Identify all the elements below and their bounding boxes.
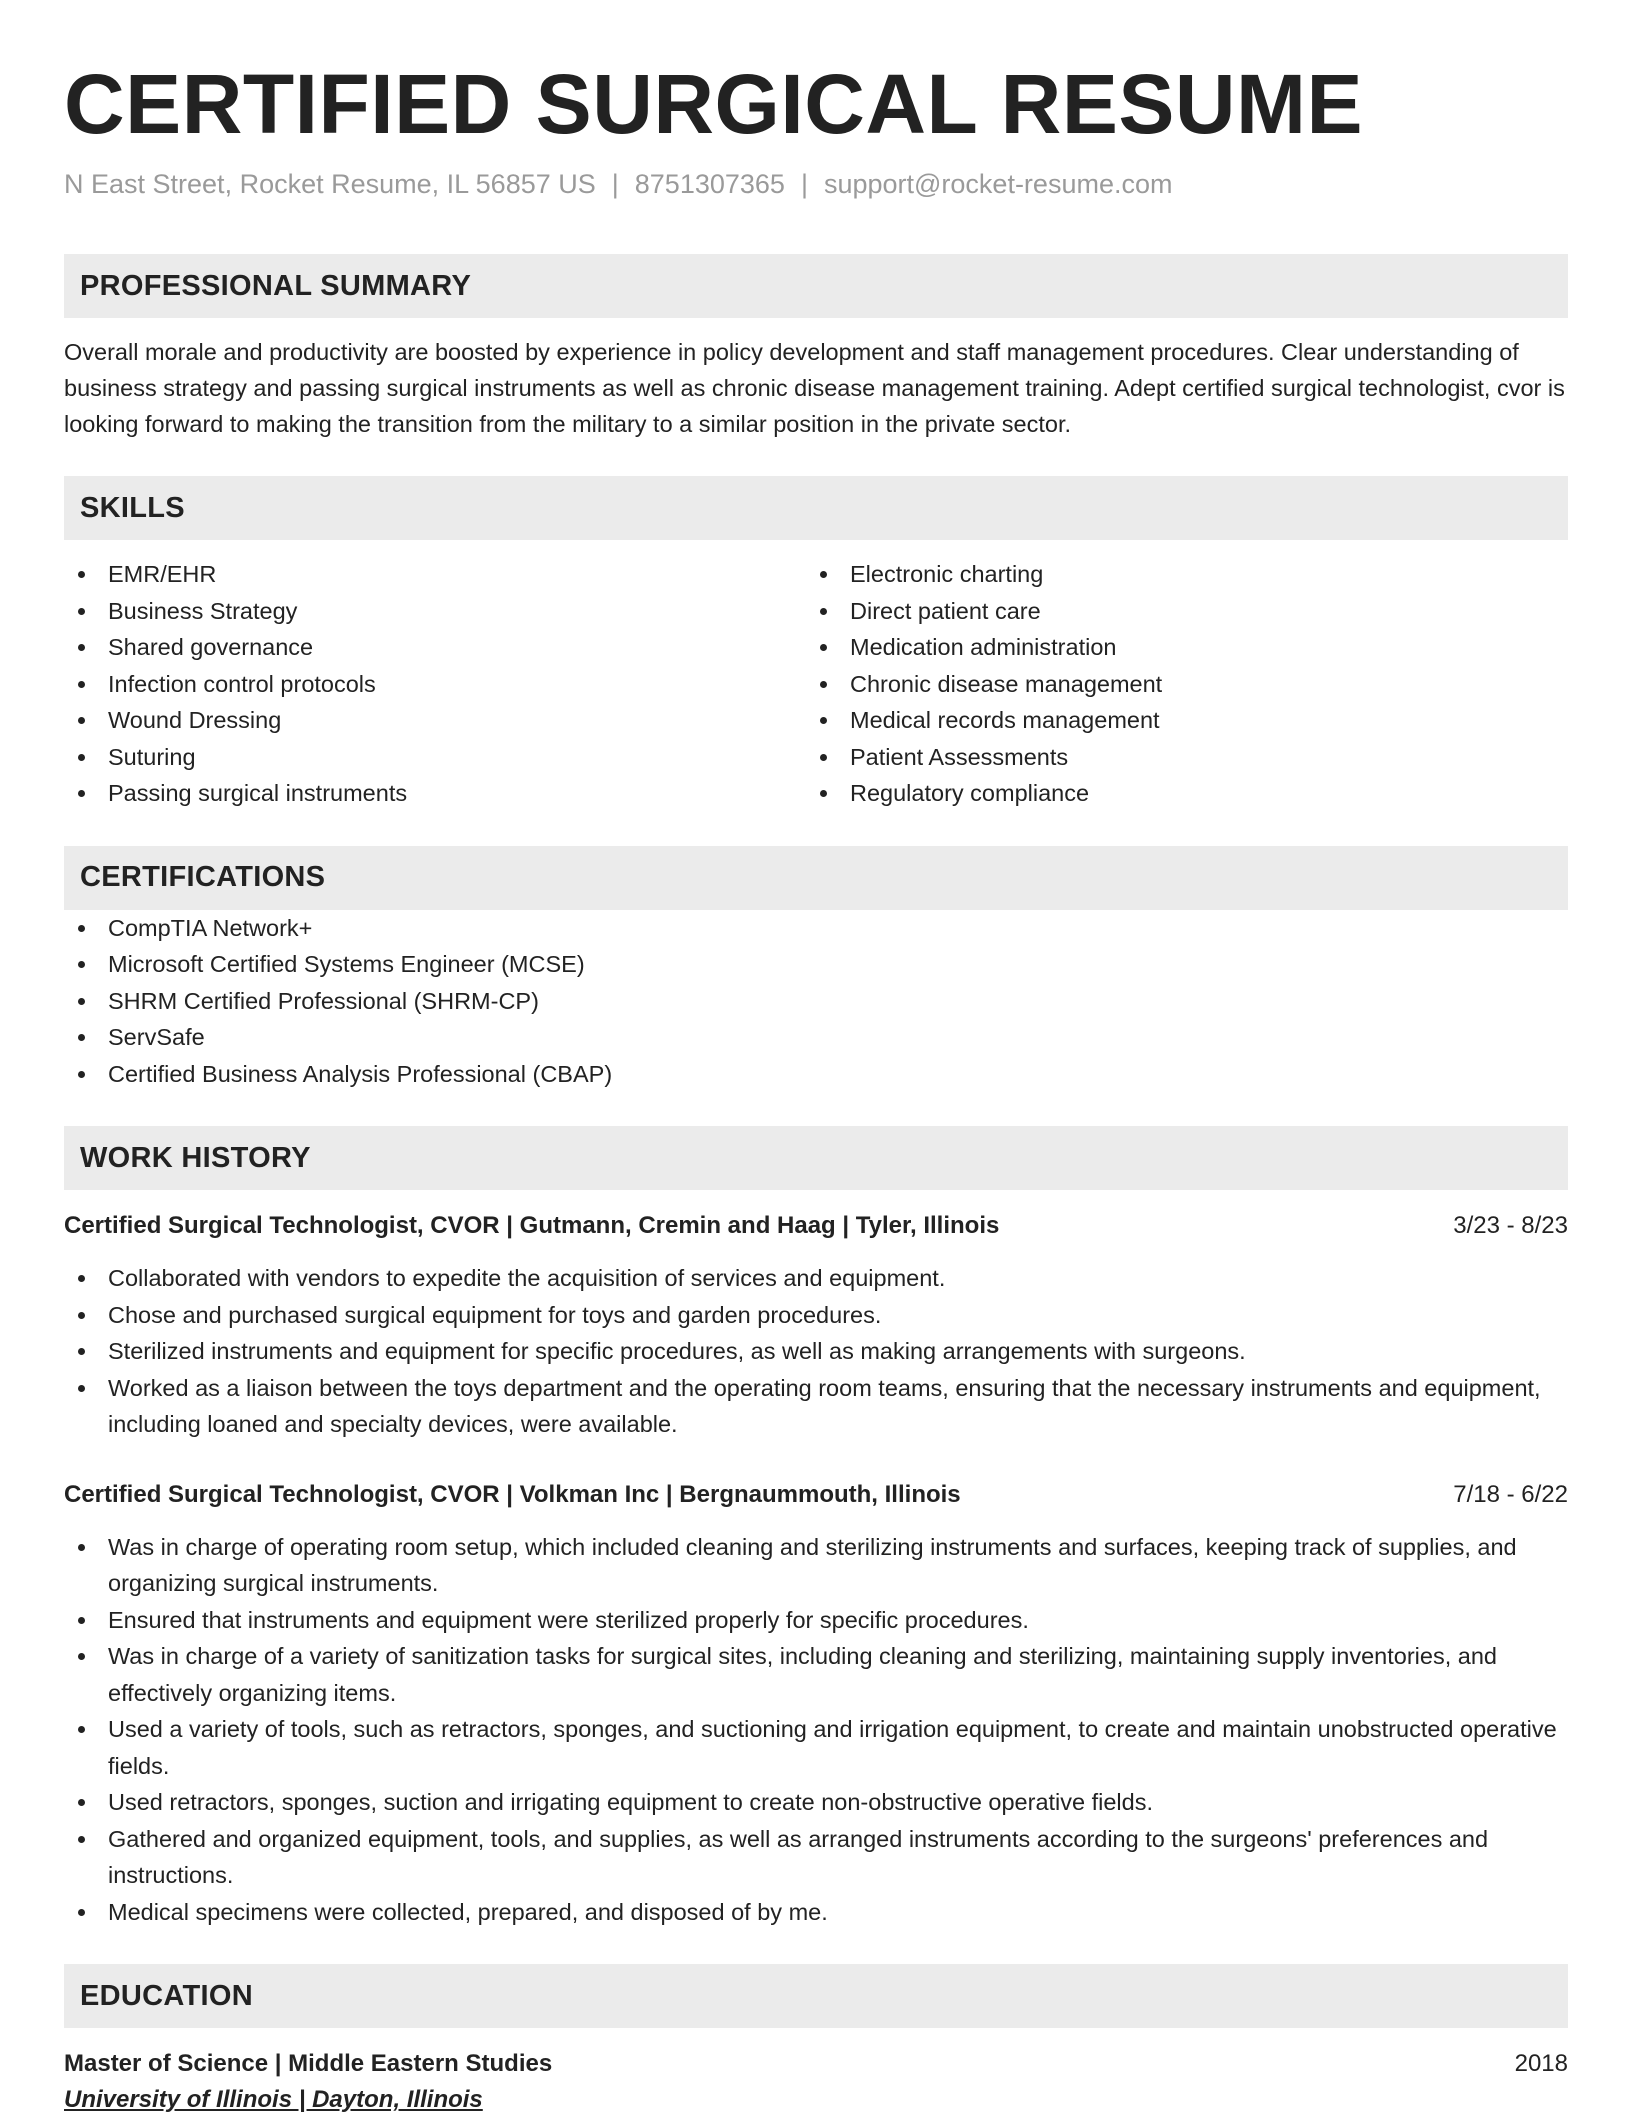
job-dates: 3/23 - 8/23 <box>1453 1212 1568 1239</box>
job-bullet: Was in charge of operating room setup, which included cleaning and sterilizing instruments and surfaces, keeping track of supplies, and organizing surgical instruments. <box>64 1529 1568 1602</box>
job-bullet: Was in charge of a variety of sanitization tasks for surgical sites, including cleaning and sterilizing, maintaining supply inventories, and effectively organizing items. <box>64 1638 1568 1711</box>
certification-item: CompTIA Network+ <box>64 910 1568 947</box>
contact-email: support@rocket-resume.com <box>823 169 1173 199</box>
job-heading-row <box>64 1208 1568 1244</box>
education-year: 2018 <box>1514 2050 1568 2077</box>
section-header-education: EDUCATION <box>64 1964 1568 2028</box>
job-bullet: Used a variety of tools, such as retractors, sponges, and suctioning and irrigation equipment, to create and maintain unobstructed operative fields. <box>64 1711 1568 1784</box>
job-bullets <box>64 1260 1568 1443</box>
job-bullets <box>64 1529 1568 1931</box>
certification-item: SHRM Certified Professional (SHRM-CP) <box>64 983 1568 1020</box>
skill-item: Shared governance <box>64 629 806 666</box>
contact-phone: 8751307365 <box>634 169 785 199</box>
skills-column-left <box>64 556 806 812</box>
skill-item: Chronic disease management <box>806 666 1548 703</box>
certification-item: Microsoft Certified Systems Engineer (MCSE) <box>64 946 1568 983</box>
skill-item: Suturing <box>64 739 806 776</box>
section-header-summary: PROFESSIONAL SUMMARY <box>64 254 1568 318</box>
job-bullet: Chose and purchased surgical equipment for toys and garden procedures. <box>64 1297 1568 1334</box>
certification-item: Certified Business Analysis Professional (CBAP) <box>64 1056 1568 1093</box>
job-bullet: Used retractors, sponges, suction and irrigating equipment to create non-obstructive operative fields. <box>64 1784 1568 1821</box>
skill-item: Medical records management <box>806 702 1548 739</box>
job-bullet: Gathered and organized equipment, tools, and supplies, as well as arranged instruments according to the surgeons' preferences and instructions. <box>64 1821 1568 1894</box>
resume-page <box>64 0 1568 2118</box>
contact-separator: | <box>611 169 619 199</box>
skill-item: Infection control protocols <box>64 666 806 703</box>
education-heading <box>64 2046 1568 2082</box>
section-header-certifications: CERTIFICATIONS <box>64 846 1568 910</box>
job-heading-row <box>64 1477 1568 1513</box>
skills-right-list <box>806 556 1548 812</box>
section-header-work-history: WORK HISTORY <box>64 1126 1568 1190</box>
contact-line <box>64 166 1568 202</box>
resume-name: CERTIFIED SURGICAL RESUME <box>64 57 1364 151</box>
job-entry <box>64 1208 1568 1443</box>
job-dates: 7/18 - 6/22 <box>1453 1480 1568 1508</box>
skills-column-right <box>806 556 1548 812</box>
job-bullet: Ensured that instruments and equipment were sterilized properly for specific procedures. <box>64 1602 1568 1639</box>
certifications-list <box>64 910 1568 1093</box>
skill-item: Electronic charting <box>806 556 1548 593</box>
education-degree: Master of Science | Middle Eastern Studies <box>64 2050 553 2077</box>
skill-item: Medication administration <box>806 629 1548 666</box>
job-bullet: Sterilized instruments and equipment for specific procedures, as well as making arrangements with surgeons. <box>64 1333 1568 1370</box>
education-entry <box>64 2046 1568 2118</box>
section-header-skills: SKILLS <box>64 476 1568 540</box>
contact-separator: | <box>800 169 808 199</box>
certification-item: ServSafe <box>64 1019 1568 1056</box>
job-bullet: Medical specimens were collected, prepared, and disposed of by me. <box>64 1894 1568 1931</box>
skills-list <box>64 556 1568 812</box>
skill-item: Regulatory compliance <box>806 775 1548 812</box>
skill-item: Wound Dressing <box>64 702 806 739</box>
skill-item: Direct patient care <box>806 593 1548 630</box>
job-title: Certified Surgical Technologist, CVOR | Gutmann, Cremin and Haag | Tyler, Illinois <box>64 1212 1000 1239</box>
job-title: Certified Surgical Technologist, CVOR | Volkman Inc | Bergnaummouth, Illinois <box>64 1480 961 1508</box>
education-school: University of Illinois | Dayton, Illinois <box>64 2086 483 2113</box>
job-entry <box>64 1477 1568 1931</box>
skill-item: Passing surgical instruments <box>64 775 806 812</box>
job-bullet: Worked as a liaison between the toys department and the operating room teams, ensuring that the necessary instruments and equipment, including loaned and specialty devices, were available. <box>64 1370 1568 1443</box>
skills-left-list <box>64 556 806 812</box>
job-bullet: Collaborated with vendors to expedite the acquisition of services and equipment. <box>64 1260 1568 1297</box>
skill-item: Business Strategy <box>64 593 806 630</box>
work-history-list <box>64 1208 1568 1930</box>
contact-address: N East Street, Rocket Resume, IL 56857 US <box>64 169 596 199</box>
summary-text: Overall morale and productivity are boosted by experience in policy development and staff management procedures. Clear understanding of business strategy and passing surgical instruments as well as chronic disease management training. Adept certified surgical technologist, cvor is looking forward to making the transition from the military to a similar position in the private sector. <box>64 339 1565 437</box>
skill-item: EMR/EHR <box>64 556 806 593</box>
skill-item: Patient Assessments <box>806 739 1548 776</box>
